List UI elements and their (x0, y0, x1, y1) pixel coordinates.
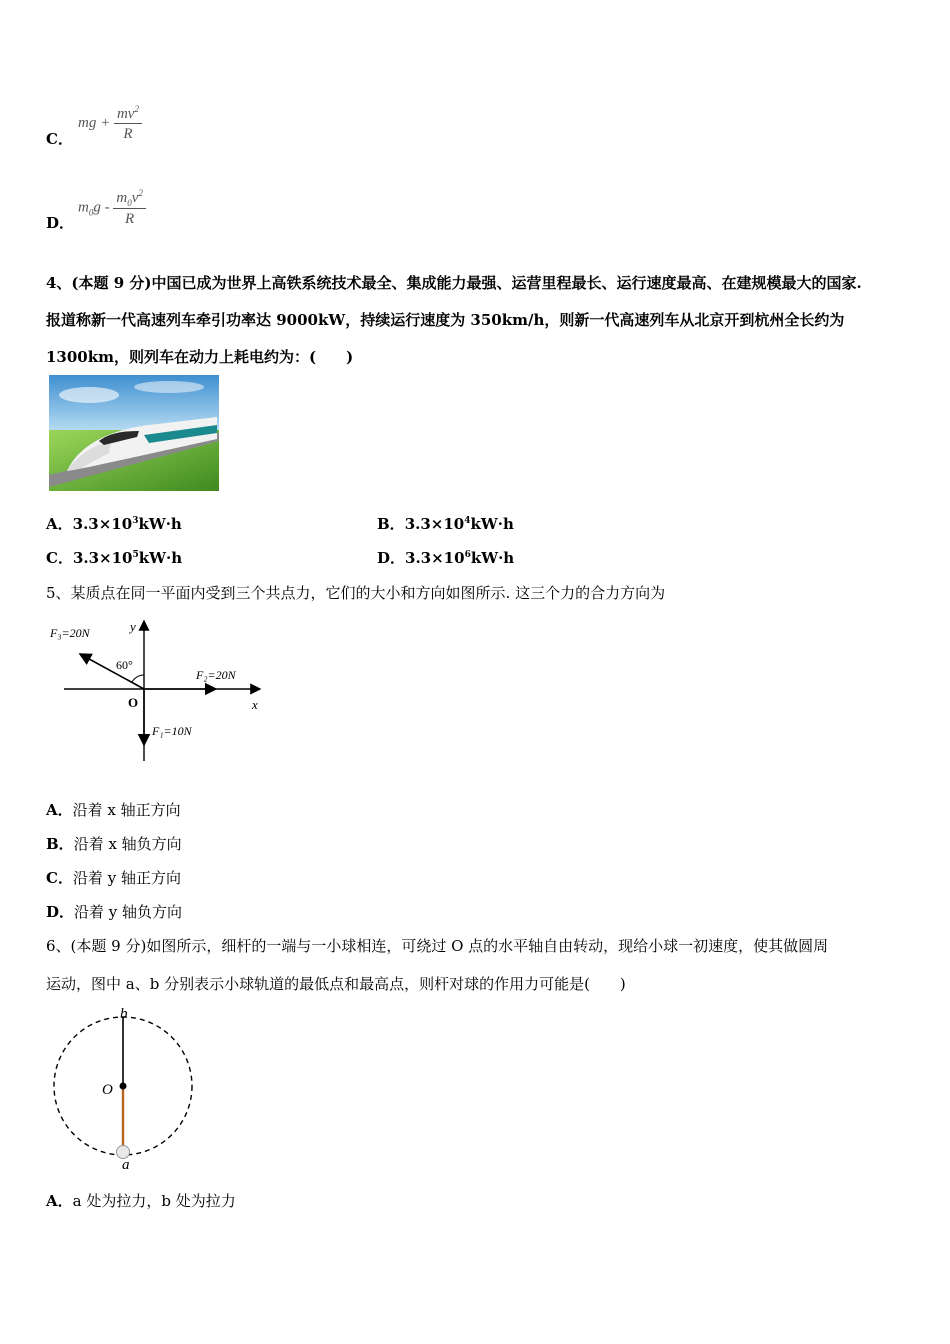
numerator: mv (116, 106, 135, 122)
q4-stem-line-2: 报道称新一代高速列车牵引功率达 9000kW，持续运行速度为 350km/h，则新一代高速列车从北京开到杭州全长约为 (46, 311, 845, 329)
option-text: a 处为拉力，b 处为拉力 (72, 1192, 236, 1210)
numerator-v: v (131, 190, 139, 206)
angle-label: 60° (116, 658, 133, 672)
subscript: 0 (88, 207, 94, 218)
q5-option-d (46, 901, 182, 922)
option-value: 3.3×10 (72, 549, 133, 567)
q3-option-c (46, 128, 73, 149)
q6-stem-line-2: 运动，图中 a、b 分别表示小球轨道的最低点和最高点，则杆对球的作用力可能是( ) (46, 975, 626, 993)
numerator: m (116, 190, 128, 206)
subscript: 0 (127, 198, 132, 208)
q6-option-a (46, 1190, 236, 1211)
exponent: 3 (132, 516, 139, 526)
x-label: x (252, 697, 258, 712)
formula-term: m (78, 199, 89, 216)
formula-term: mg + (78, 114, 111, 131)
q5-stem: 5、某质点在同一平面内受到三个共点力，它们的大小和方向如图所示. 这三个力的合力方向为 (46, 584, 666, 602)
option-label: C． (46, 130, 73, 148)
q4-stem-line-3: 1300km，则列车在动力上耗电约为：( ) (46, 348, 354, 366)
circle-diagram (46, 1002, 206, 1174)
option-value: 3.3×10 (72, 515, 133, 533)
origin-label: O (128, 695, 139, 710)
option-label: D． (46, 214, 75, 232)
option-label: B． (377, 515, 405, 533)
q4-option-d (377, 547, 514, 568)
denominator: R (125, 211, 135, 227)
option-text: 沿着 x 轴负方向 (73, 835, 182, 853)
pivot-point (120, 1083, 127, 1090)
train-image (49, 375, 219, 491)
option-label: B． (46, 835, 74, 853)
option-label: C． (46, 549, 73, 567)
option-label: A． (46, 1192, 73, 1210)
angle-arc (132, 675, 144, 682)
q3-option-c-formula (78, 104, 142, 143)
force-diagram (46, 615, 268, 765)
exponent: 5 (132, 550, 139, 560)
unit: kW·h (470, 515, 514, 533)
q5-option-b (46, 833, 182, 854)
option-label: A． (46, 515, 73, 533)
q4-option-b (377, 513, 514, 534)
q5-option-c (46, 867, 181, 888)
label-o: O (102, 1082, 113, 1098)
q4-option-c (46, 547, 182, 568)
option-text: 沿着 x 轴正方向 (72, 801, 181, 819)
option-value: 3.3×10 (405, 549, 465, 567)
option-label: D． (377, 549, 406, 567)
option-text: 沿着 y 轴正方向 (72, 869, 181, 887)
option-label: C． (46, 869, 73, 887)
unit: kW·h (138, 515, 182, 533)
q5-option-a (46, 799, 181, 820)
fraction (114, 104, 142, 143)
label-b: b (120, 1006, 128, 1022)
unit: kW·h (138, 549, 183, 567)
formula-term: g - (93, 199, 110, 216)
unit: kW·h (470, 549, 515, 567)
exponent: 6 (464, 550, 471, 560)
f2-label: F₂=20N (196, 668, 236, 682)
option-label: A． (46, 801, 73, 819)
f1-label: F₁=10N (152, 724, 192, 738)
option-label: D． (46, 903, 75, 921)
f3-arrow (80, 654, 144, 689)
exponent: 4 (464, 516, 471, 526)
y-label: y (130, 619, 136, 634)
label-a: a (122, 1157, 130, 1173)
q4-stem-line-1: 4、(本题 9 分)中国已成为世界上高铁系统技术最全、集成能力最强、运营里程最长、运行速度最高、在建规模最大的国家. (46, 274, 862, 292)
f3-label: F₃=20N (50, 626, 90, 640)
q6-stem-line-1: 6、(本题 9 分)如图所示，细杆的一端与一小球相连，可绕过 O 点的水平轴自由转动，现给小球一初速度，使其做圆周 (46, 937, 829, 955)
fraction (113, 188, 146, 228)
q3-option-d (46, 212, 74, 233)
exponent: 2 (138, 188, 143, 198)
q4-option-a (46, 513, 182, 534)
q3-option-d-formula (78, 188, 146, 228)
exponent: 2 (134, 104, 139, 114)
option-text: 沿着 y 轴负方向 (74, 903, 183, 921)
denominator: R (123, 126, 133, 142)
option-value: 3.3×10 (404, 515, 465, 533)
